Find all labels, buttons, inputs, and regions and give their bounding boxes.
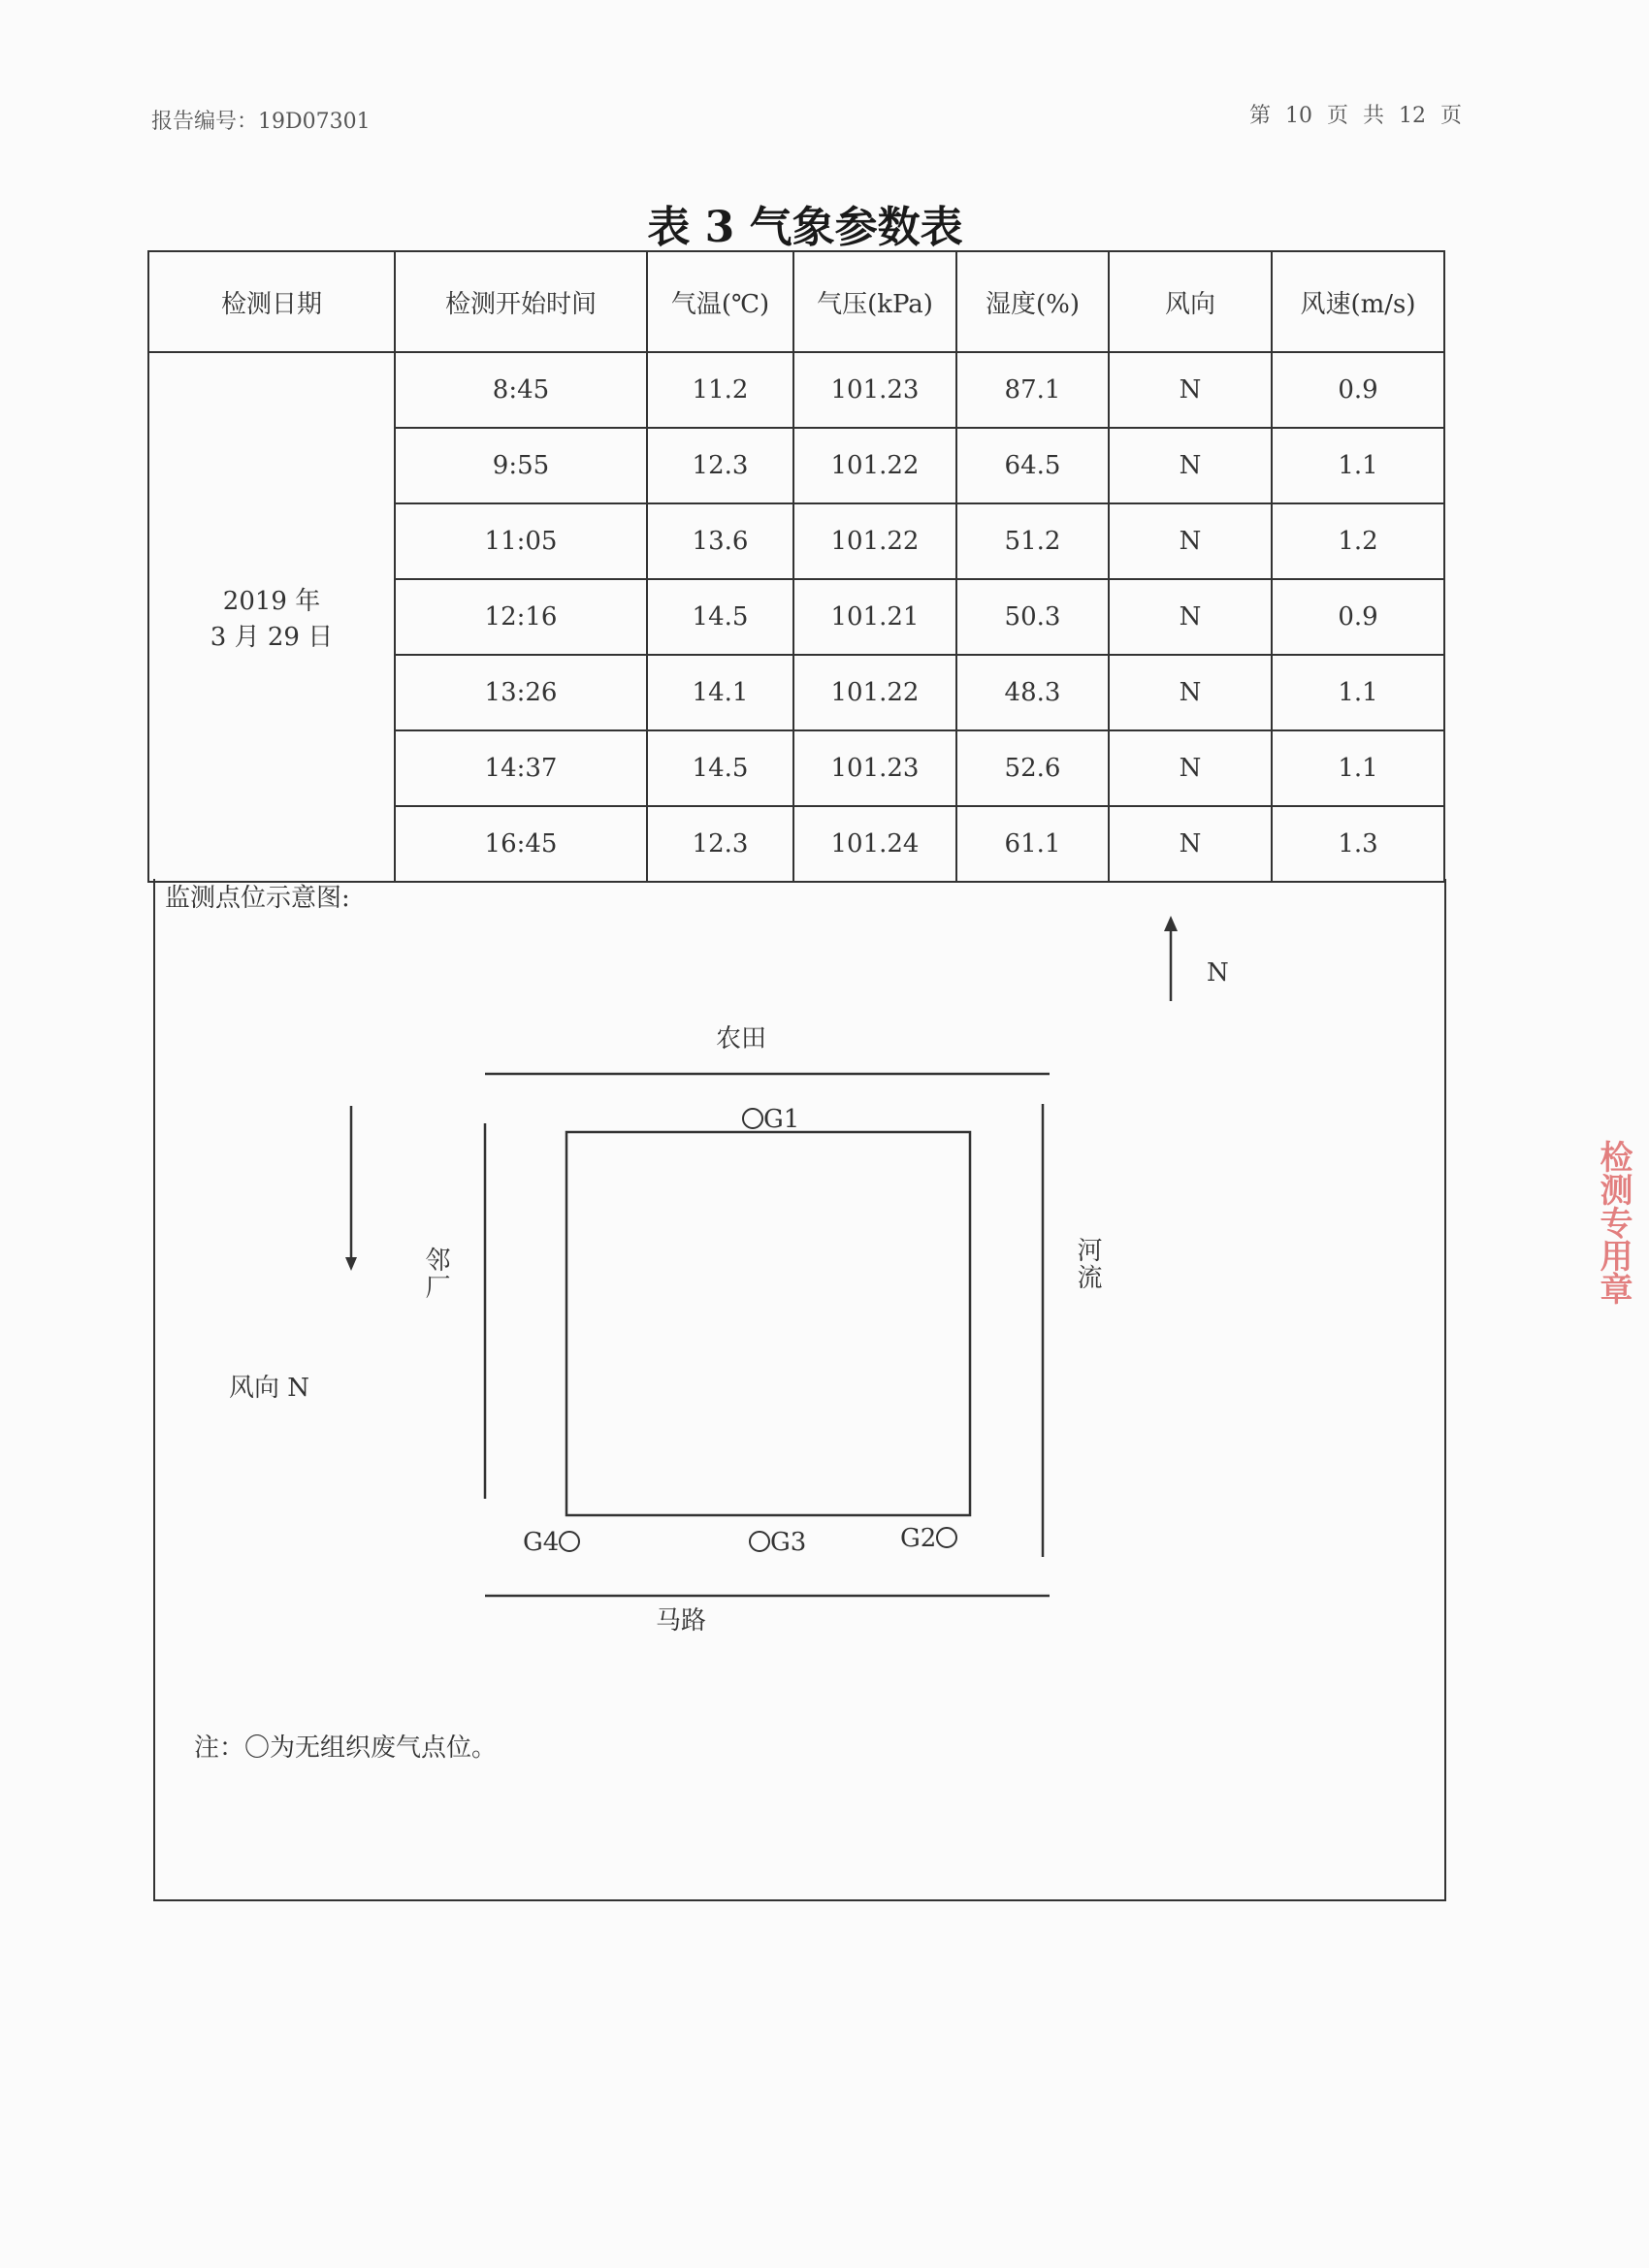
cell-time: 14:37 — [395, 730, 647, 806]
cell-time: 9:55 — [395, 428, 647, 503]
date-line1: 2019 年 — [222, 587, 321, 616]
cell-temperature: 13.6 — [647, 503, 793, 579]
cell-temperature: 14.1 — [647, 655, 793, 730]
cell-pressure: 101.22 — [793, 503, 956, 579]
cell-humidity: 50.3 — [956, 579, 1109, 655]
point-g1-label: G1 — [763, 1105, 800, 1134]
cell-pressure: 101.23 — [793, 352, 956, 428]
table-title: 表 3 气象参数表 — [647, 203, 963, 252]
header-humidity: 湿度(%) — [956, 251, 1109, 352]
cell-wind-direction: N — [1109, 352, 1272, 428]
header-start-time: 检测开始时间 — [395, 251, 647, 352]
road-label: 马路 — [656, 1606, 707, 1636]
cell-time: 8:45 — [395, 352, 647, 428]
header-temperature: 气温(℃) — [647, 251, 793, 352]
point-g1 — [742, 1107, 799, 1132]
cell-temperature: 14.5 — [647, 730, 793, 806]
river-label: 河流 — [1073, 1237, 1102, 1291]
cell-wind-direction: N — [1109, 730, 1272, 806]
wind-arrow-head — [345, 1257, 357, 1271]
cell-humidity: 87.1 — [956, 352, 1109, 428]
cell-wind-speed: 1.1 — [1272, 655, 1444, 730]
cell-wind-speed: 0.9 — [1272, 579, 1444, 655]
point-marker-icon — [936, 1527, 957, 1548]
cell-wind-direction: N — [1109, 655, 1272, 730]
cell-temperature: 11.2 — [647, 352, 793, 428]
cell-wind-speed: 1.3 — [1272, 806, 1444, 882]
cell-temperature: 14.5 — [647, 579, 793, 655]
north-arrow-head — [1164, 916, 1178, 931]
cell-humidity: 64.5 — [956, 428, 1109, 503]
cell-humidity: 51.2 — [956, 503, 1109, 579]
cell-pressure: 101.23 — [793, 730, 956, 806]
cell-temperature: 12.3 — [647, 806, 793, 882]
diagram-heading: 监测点位示意图: — [165, 884, 350, 913]
north-label: N — [1207, 958, 1229, 988]
cell-wind-direction: N — [1109, 428, 1272, 503]
point-g4-label: G4 — [523, 1528, 560, 1557]
cell-time: 13:26 — [395, 655, 647, 730]
inspection-stamp: 检测专用章 — [1594, 1140, 1633, 1305]
cell-humidity: 48.3 — [956, 655, 1109, 730]
farmland-label: 农田 — [716, 1024, 767, 1053]
cell-wind-speed: 1.1 — [1272, 428, 1444, 503]
header-wind-direction: 风向 — [1109, 251, 1272, 352]
cell-pressure: 101.22 — [793, 428, 956, 503]
header-wind-speed: 风速(m/s) — [1272, 251, 1444, 352]
cell-pressure: 101.24 — [793, 806, 956, 882]
report-number: 报告编号：19D07301 — [151, 110, 371, 134]
cell-pressure: 101.22 — [793, 655, 956, 730]
cell-time: 11:05 — [395, 503, 647, 579]
cell-wind-direction: N — [1109, 503, 1272, 579]
cell-pressure: 101.21 — [793, 579, 956, 655]
cell-humidity: 61.1 — [956, 806, 1109, 882]
point-marker-icon — [559, 1531, 580, 1552]
cell-time: 16:45 — [395, 806, 647, 882]
cell-time: 12:16 — [395, 579, 647, 655]
point-g2 — [900, 1526, 957, 1551]
header-pressure: 气压(kPa) — [793, 251, 956, 352]
cell-humidity: 52.6 — [956, 730, 1109, 806]
cell-temperature: 12.3 — [647, 428, 793, 503]
cell-wind-speed: 1.1 — [1272, 730, 1444, 806]
plant-boundary — [566, 1132, 970, 1515]
point-marker-icon — [749, 1531, 770, 1552]
cell-wind-speed: 0.9 — [1272, 352, 1444, 428]
date-line2: 3 月 29 日 — [210, 623, 334, 652]
cell-wind-direction: N — [1109, 806, 1272, 882]
header-date: 检测日期 — [148, 251, 395, 352]
point-g3-label: G3 — [770, 1528, 807, 1557]
cell-wind-speed: 1.2 — [1272, 503, 1444, 579]
legend-note: 注：〇为无组织废气点位。 — [194, 1733, 498, 1763]
point-g3 — [749, 1530, 806, 1555]
point-g4 — [523, 1530, 580, 1555]
point-marker-icon — [742, 1108, 763, 1129]
cell-wind-direction: N — [1109, 579, 1272, 655]
point-g2-label: G2 — [900, 1524, 937, 1553]
neighbor-factory-label: 邻厂 — [421, 1247, 450, 1301]
page-number: 第 10 页 共 12 页 — [1249, 104, 1462, 128]
wind-direction-label: 风向 N — [229, 1374, 310, 1403]
